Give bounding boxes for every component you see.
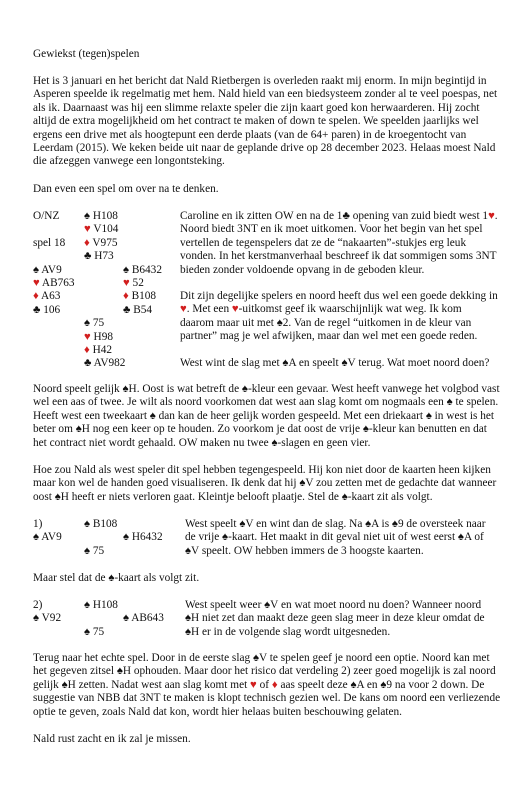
diamond-icon: ♦ <box>84 236 90 249</box>
diamond-icon: ♦ <box>33 290 39 303</box>
west-clubs: ♣ 106 <box>33 303 61 316</box>
east-diamonds: ♦ B108 <box>123 290 157 303</box>
south-clubs: ♣ AV982 <box>84 357 126 370</box>
spade-icon: ♠ <box>84 317 91 330</box>
case-label: 1) <box>33 518 43 530</box>
north-diamonds: ♦ V975 <box>84 236 118 249</box>
case2-east: ♠ AB643 <box>123 612 164 625</box>
west-spades: ♠ AV9 <box>33 263 62 276</box>
terug-paragraph: Terug naar het echte spel. Door in de eerste slag ♠V te spelen geef je noord een optie. Noord kan met het gegeven zitsel ♠H ophouden. Maar door het risico dat verdeling 2) zeer goed mogelijk is zal noord gelijk ♠H zetten. Nadat west aan slag komt met ♥ of ♦ aas speelt deze ♠A en ♠9 na voor 2 down. De suggestie van NBB dat 3NT te maken is klopt technisch gezien wel. De kans om noord een verliezende optie te geven, zoals Nald dat kon, wordt hier helaas buiten beschouwing gelaten. <box>33 652 501 718</box>
spade-icon: ♠ <box>84 599 91 611</box>
east-hearts: ♥ 52 <box>123 277 144 289</box>
after-deal-paragraph: Noord speelt gelijk ♠H. Oost is wat betreft de ♠-kleur een gevaar. West heeft vanwege het volgbod vast wel een aas of twee. Je wilt als noord voorkomen dat west aan slag komt om nogmaals een ♠ te spelen. Heeft west een tweekaart ♠ dan kan de heer gelijk worden gespeeld. Met een driekaart ♠ in west is het beter om ♠H nog een keer op te houden. Zo voorkom je dat oost de vrije ♠-kleur kan benutten en dat het contract niet wordt gehaald. OW maken nu twee ♠-slagen en geen vier. <box>33 383 500 449</box>
case-label: 2) <box>33 599 43 611</box>
case2-west: ♠ V92 <box>33 612 62 625</box>
vulnerability-label: O/NZ <box>33 210 60 222</box>
case1-west: ♠ AV9 <box>33 531 62 544</box>
west-diamonds: ♦ A63 <box>33 290 61 303</box>
heart-icon: ♥ <box>123 277 130 289</box>
case2-north: ♠ H108 <box>84 599 118 611</box>
west-hearts: ♥ AB763 <box>33 277 75 289</box>
document-title: Gewiekst (tegen)spelen <box>33 48 140 60</box>
lead-in: Dan even een spel om over na te denken. <box>33 183 219 195</box>
heart-icon: ♥ <box>84 330 91 343</box>
intro-paragraph: Het is 3 januari en het bericht dat Nald Rietbergen is overleden raakt mij enorm. In mijn begintijd in Asperen speelde ik regelmatig met hem. Nald hield van een biedsysteem zonder al te veel poespas, net als ik. Daarnaast was hij een slimme relaxte speler die zijn kaart goed kon herwaarderen. Hij zocht altijd de extra mogelijkheid om het contract te maken of down te spelen. We speelden jaarlijks wel ergens een drive met als hoogtepunt een derde plaats (van de 64+ paren) in de kroegentocht van Leerdam (2015). We keken beide uit naar de geplande drive op 28 december 2023. Helaas moest Nald die afzeggen vanwege een longontsteking. <box>33 75 498 168</box>
club-icon: ♣ <box>123 303 131 316</box>
spade-icon: ♠ <box>84 625 91 638</box>
spade-icon: ♠ <box>123 531 130 544</box>
spade-icon: ♠ <box>84 544 91 557</box>
maar-stel-line: Maar stel dat de ♠-kaart als volgt zit. <box>33 572 200 584</box>
case1-east: ♠ H6432 <box>123 531 163 544</box>
club-icon: ♣ <box>84 250 92 263</box>
east-clubs: ♣ B54 <box>123 303 153 316</box>
spade-icon: ♠ <box>123 612 130 625</box>
heart-icon: ♥ <box>33 277 40 289</box>
case2-south: ♠ 75 <box>84 625 105 638</box>
heart-icon: ♥ <box>84 223 91 236</box>
case1-south: ♠ 75 <box>84 544 105 557</box>
diamond-icon: ♦ <box>84 344 90 356</box>
north-hearts: ♥ V104 <box>84 223 119 236</box>
spade-icon: ♠ <box>123 263 130 276</box>
deal-text-2: Dit zijn degelijke spelers en noord heeft dus wel een goede dekking in ♥. Met een ♥-uitkomst geef ik waarschijnlijk wat weg. Ik kom daarom maar uit met ♠2. Van de regel “uitkomen in de kleur van partner” mag je wel afwijken, maar dan wel met een goede reden. <box>180 290 498 343</box>
case1-text: West speelt ♠V en wint dan de slag. Na ♠A is ♠9 de oversteek naar de vrije ♠-kaart. Het maakt in dit geval niet uit of west eerst ♠A of ♠V speelt. OW hebben immers de 3 hoogste kaarten. <box>185 518 486 557</box>
spade-icon: ♠ <box>33 531 40 544</box>
east-spades: ♠ B6432 <box>123 263 162 276</box>
diamond-icon: ♦ <box>123 290 129 303</box>
spade-icon: ♠ <box>33 263 40 276</box>
deal-text-1: Caroline en ik zitten OW en na de 1♣ opening van zuid biedt west 1♥. Noord biedt 3NT en ik moet uitkomen. Voor het begin van het spel vertellen de tegenspelers dat ze de “nakaarten”-stukjes erg leuk vonden. In het kerstmanverhaal beschreef ik dat sommigen soms 3NT bieden zonder voldoende opvang in de geboden kleur. <box>180 210 498 276</box>
north-clubs: ♣ H73 <box>84 250 114 263</box>
club-icon: ♣ <box>33 303 41 316</box>
spade-icon: ♠ <box>84 210 91 222</box>
deal-text-3: West wint de slag met ♠A en speelt ♠V terug. Wat moet noord doen? <box>180 357 490 369</box>
nald-paragraph: Hoe zou Nald als west speler dit spel hebben tegengespeeld. Hij kon niet door de kaarten heen kijken maar kon wel de handen goed visualiseren. Ik denk dat hij ♠V zou zetten met de gedachte dat wanneer oost ♠H heeft er niets verloren gaat. Kleintje belooft plaatje. Stel de ♠-kaart zit als volgt. <box>33 464 497 503</box>
south-hearts: ♥ H98 <box>84 330 114 343</box>
case1-north: ♠ B108 <box>84 518 118 530</box>
case2-text: West speelt weer ♠V en wat moet noord nu doen? Wanneer noord ♠H niet zet dan maakt deze geen slag meer in deze kleur omdat de ♠H er in de volgende slag wordt uitgesneden. <box>185 599 485 638</box>
south-spades: ♠ 75 <box>84 317 105 330</box>
north-spades: ♠ H108 <box>84 210 118 222</box>
spade-icon: ♠ <box>84 518 91 530</box>
south-diamonds: ♦ H42 <box>84 344 113 356</box>
closing-line: Nald rust zacht en ik zal je missen. <box>33 733 191 745</box>
club-icon: ♣ <box>84 357 92 370</box>
spade-icon: ♠ <box>33 612 40 625</box>
board-label: spel 18 <box>33 237 66 249</box>
